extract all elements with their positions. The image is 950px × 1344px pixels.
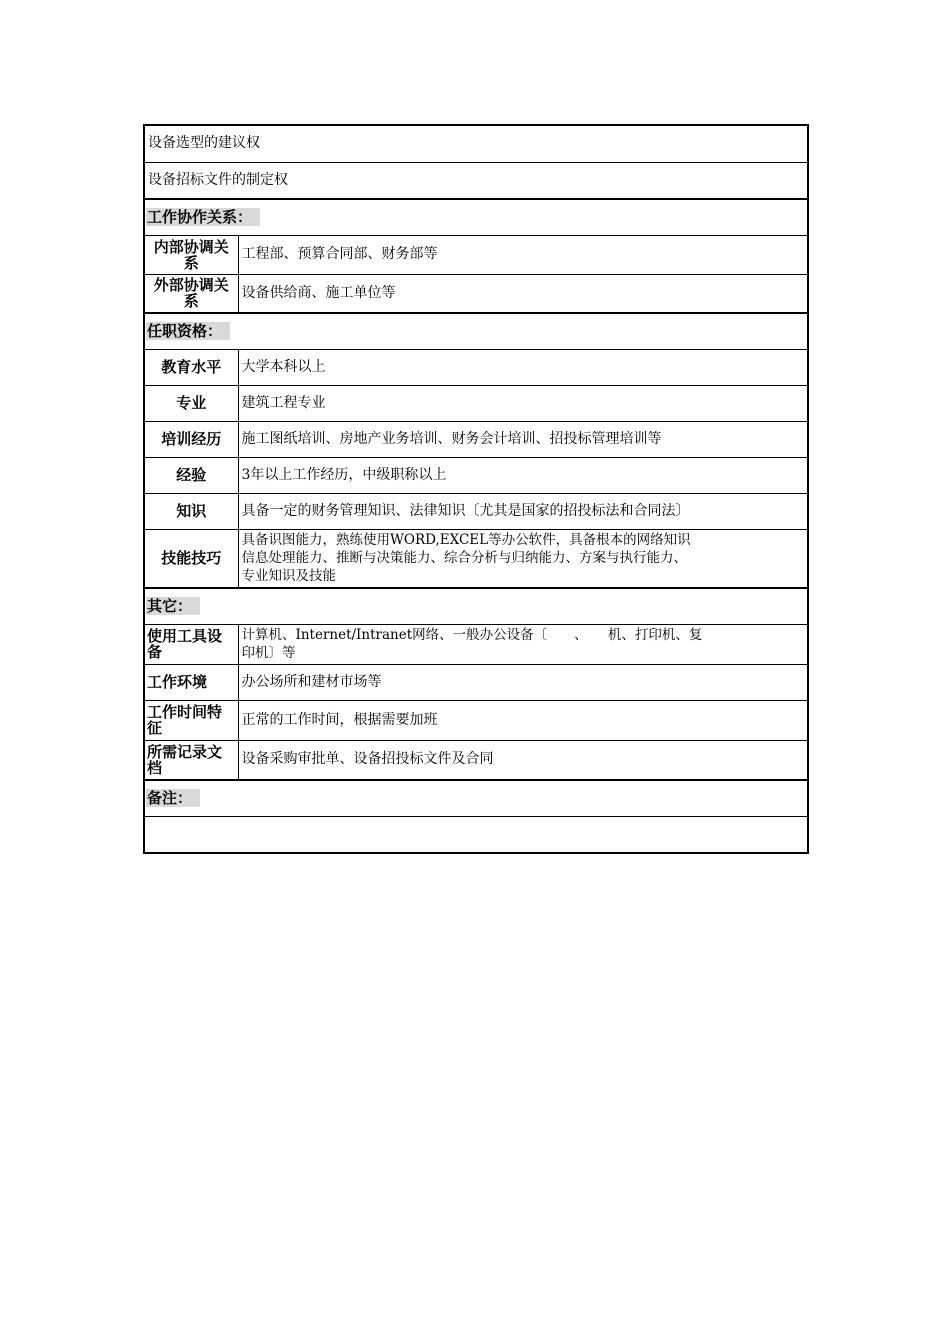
qualification-value: 3年以上工作经历，中级职称以上 (238, 457, 808, 493)
qualification-title: 任职资格： (146, 322, 230, 340)
remarks-value (144, 816, 808, 853)
qualification-value: 施工图纸培训、房地产业务培训、财务会计培训、招投标管理培训等 (238, 421, 808, 457)
qualification-label: 知识 (144, 493, 238, 529)
tools-line: 计算机、Internet/Intranet网络、一般办公设备〔 、 机、打印机、复 (241, 627, 703, 643)
qualification-value: 建筑工程专业 (238, 385, 808, 421)
qualification-value: 具备一定的财务管理知识、法律知识〔尤其是国家的招投标法和合同法〕 (238, 493, 808, 529)
right-row (144, 162, 808, 199)
cooperation-label: 内部协调关系 (144, 235, 238, 274)
job-description-sheet (143, 124, 807, 854)
qualification-row (144, 421, 808, 457)
tools-row (144, 624, 808, 664)
skills-label: 技能技巧 (144, 529, 238, 588)
right-text: 设备招标文件的制定权 (144, 162, 808, 199)
job-description-table (143, 124, 809, 854)
cooperation-value: 设备供给商、施工单位等 (238, 274, 808, 313)
cooperation-row (144, 235, 808, 274)
remarks-title: 备注： (146, 789, 200, 807)
qualification-value: 大学本科以上 (238, 349, 808, 385)
other-title: 其它： (146, 597, 200, 615)
other-label: 工作环境 (144, 664, 238, 700)
other-row (144, 664, 808, 700)
cooperation-label: 外部协调关系 (144, 274, 238, 313)
other-label: 所需记录文档 (144, 740, 238, 780)
cooperation-header-row (144, 199, 808, 235)
other-row (144, 700, 808, 740)
skills-value (238, 529, 808, 588)
other-value: 正常的工作时间，根据需要加班 (238, 700, 808, 740)
qualification-header-row (144, 313, 808, 349)
cooperation-row (144, 274, 808, 313)
qualification-row (144, 493, 808, 529)
skills-line: 具备识图能力，熟练使用WORD,EXCEL等办公软件，具备根本的网络知识 (241, 532, 691, 549)
right-text: 设备选型的建议权 (144, 125, 808, 162)
cooperation-value: 工程部、预算合同部、财务部等 (238, 235, 808, 274)
other-header-row (144, 588, 808, 624)
qualification-row (144, 457, 808, 493)
remarks-header-row (144, 780, 808, 816)
qualification-label: 培训经历 (144, 421, 238, 457)
right-row (144, 125, 808, 162)
qualification-row (144, 385, 808, 421)
qualification-label: 教育水平 (144, 349, 238, 385)
other-value: 设备采购审批单、设备招投标文件及合同 (238, 740, 808, 780)
qualification-row (144, 349, 808, 385)
cooperation-title: 工作协作关系： (146, 208, 260, 226)
remarks-row (144, 816, 808, 853)
tools-line: 印机〕等 (241, 645, 296, 661)
skills-line: 信息处理能力、推断与决策能力、综合分析与归纳能力、方案与执行能力、 (241, 550, 687, 567)
qualification-label: 专业 (144, 385, 238, 421)
other-value: 办公场所和建材市场等 (238, 664, 808, 700)
tools-label: 使用工具设备 (144, 624, 238, 664)
other-label: 工作时间特征 (144, 700, 238, 740)
skills-row (144, 529, 808, 588)
skills-line: 专业知识及技能 (241, 568, 336, 585)
other-row (144, 740, 808, 780)
qualification-label: 经验 (144, 457, 238, 493)
tools-value (238, 624, 808, 664)
